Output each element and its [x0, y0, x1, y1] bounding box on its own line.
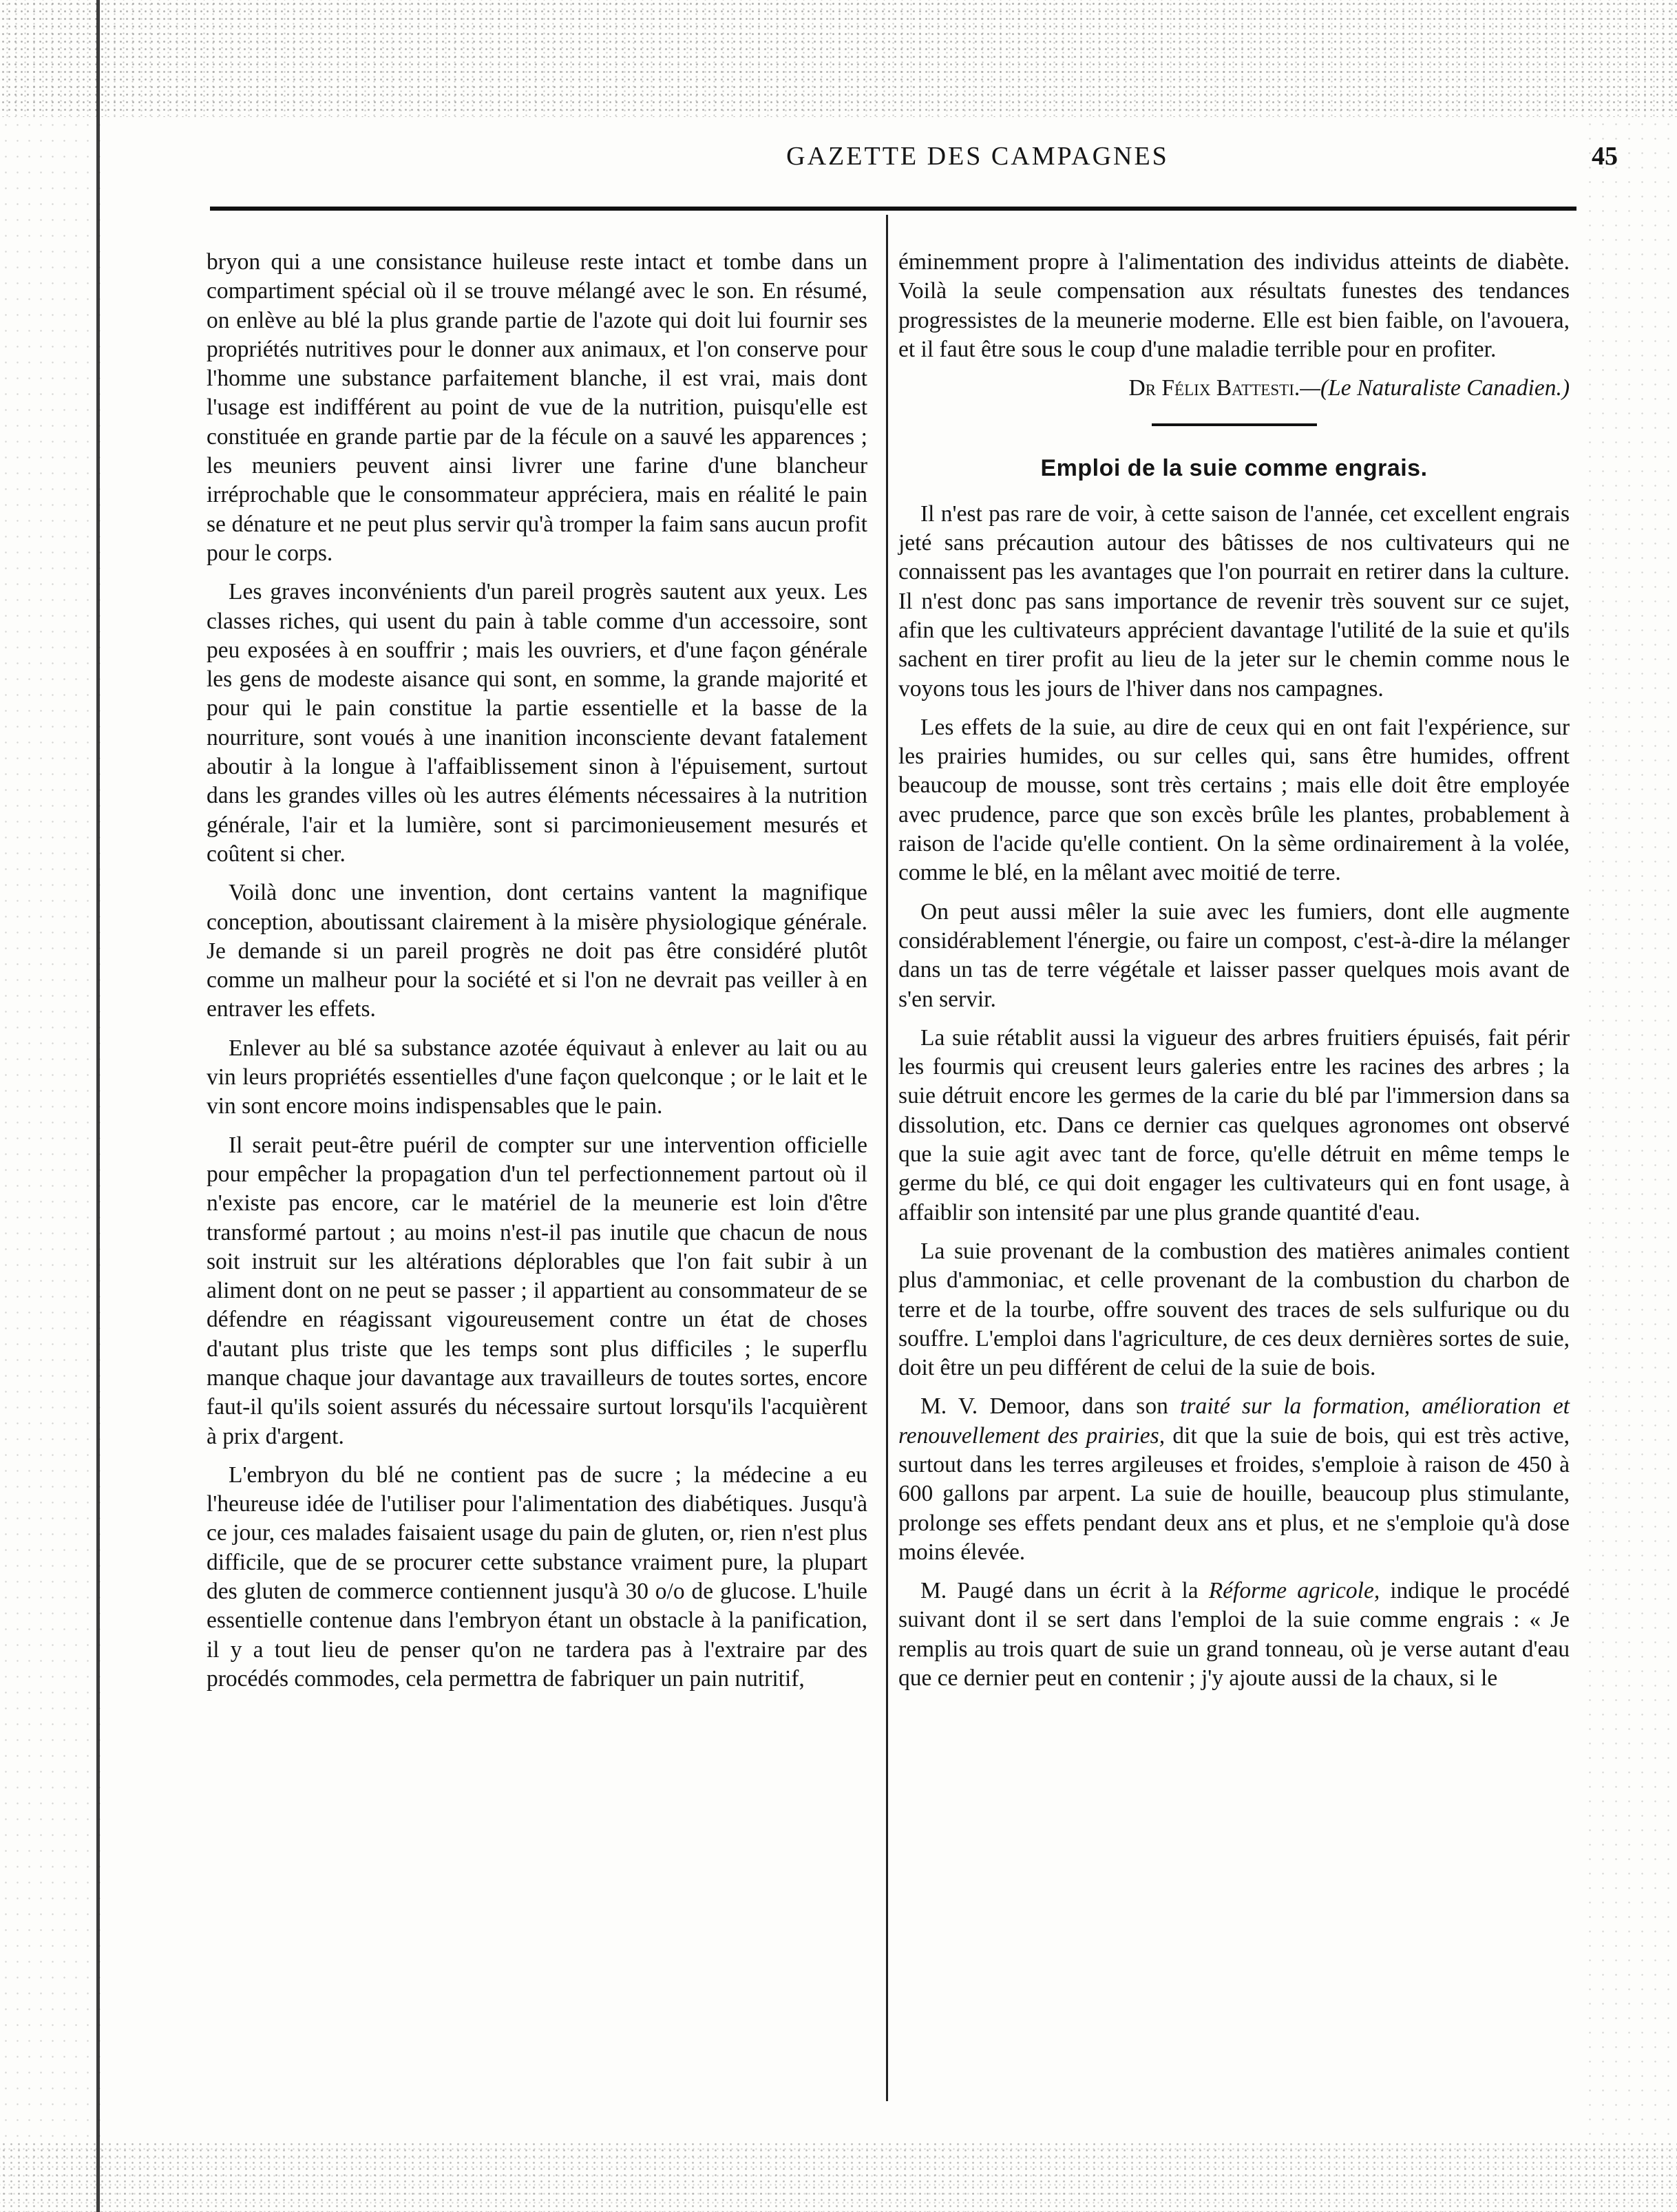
scan-noise-top — [0, 0, 1677, 117]
paragraph: Les effets de la suie, au dire de ceux qui en ont fait l'expérience, sur les prairies humides, ou sur celles qui, sans être humides, offrent beaucoup de mousse, sont très certains ; mais elle doit être employée avec prudence, parce que son excès brûle les plantes, probablement à raison de l'acide qu'elle contient. On la sème ordinairement à la volée, comme le blé, en la mêlant avec moitié de terre. — [898, 714, 1570, 886]
scan-noise-left — [0, 117, 103, 2141]
section-divider — [1152, 423, 1317, 426]
right-column — [898, 248, 1570, 1703]
paragraph: La suie provenant de la combustion des matières animales contient plus d'ammoniac, et celle provenant de la combustion du charbon de terre et de la tourbe, offre souvent des traces de sels sulfurique ou du souffre. L'emploi dans l'agriculture, de ces deux dernières sortes de suie, doit être un peu différent de celui de la suie de bois. — [898, 1238, 1570, 1381]
paragraph: bryon qui a une consistance huileuse reste intact et tombe dans un compartiment spécial où il se trouve mélangé avec le son. En résumé, on enlève au blé la plus grande partie de l'azote qui doit lui fournir ses propriétés nutritives pour le donner aux animaux, et l'on conserve pour l'homme une substance parfaitement blanche, il est vrai, mais dont l'usage est indifférent au point de vue de la nutrition, puisqu'elle est constituée en grande partie par de la fécule on a sauvé les apparences ; les meuniers peuvent ainsi livrer une farine d'une blancheur irréprochable que le consommateur appréciera, mais en réalité le pain se dénature et ne peut plus servir qu'à tromper la faim sans aucun profit pour le corps. — [207, 249, 867, 566]
paragraph: Voilà donc une invention, dont certains vantent la magnifique conception, aboutissant clairement à la misère physiologique générale. Je demande si un pareil progrès ne doit pas être considéré plutôt comme un malheur pour la société et si l'on ne devrait pas veiller à en entraver les effets. — [207, 880, 867, 1022]
section-title: Emploi de la suie comme engrais. — [1040, 455, 1428, 482]
column-divider — [886, 215, 888, 2101]
left-column — [207, 248, 867, 1703]
article-signature — [898, 374, 1570, 403]
page-header — [207, 141, 1618, 189]
paragraph — [898, 1392, 1570, 1567]
text-run: M. Paugé dans un écrit à la — [920, 1578, 1209, 1604]
scan-noise-right — [1583, 117, 1677, 2141]
paragraph: éminemment propre à l'alimentation des individus atteints de diabète. Voilà la seule compensation aux résultats funestes des tendances progressistes de la meunerie moderne. Elle est bien faible, on l'avouera, et il faut être sous le coup d'une maladie terrible pour en profiter. — [898, 249, 1570, 362]
paragraph: L'embryon du blé ne contient pas de sucre ; la médecine a eu l'heureuse idée de l'utiliser pour l'alimentation des diabétiques. Jusqu'à ce jour, ces malades faisaient usage du pain de gluten, or, rien n'est plus difficile, que de se procurer cette substance vraiment pure, la plupart des gluten de commerce contiennent jusqu'à 30 o/o de glucose. L'huile essentielle contenue dans l'embryon étant un obstacle à la panification, il y a tout lieu de penser qu'on ne tardera pas à l'extraire par des procédés commodes, cela permettra de fabriquer un pain nutritif, — [207, 1462, 867, 1692]
scan-noise-bottom — [0, 2141, 1677, 2212]
italic-title: traité sur la formation, amélioration et renouvellement des prairies, — [898, 1393, 1570, 1449]
paragraph — [898, 1577, 1570, 1693]
source-citation: —(Le Naturaliste Canadien.) — [1300, 375, 1570, 401]
author-name: Dr Félix Battesti. — [1128, 375, 1300, 401]
text-run: dit que la suie de bois, qui est très active, surtout dans les terres argileuses et froides, s'emploie à raison de 450 à 600 gallons par arpent. La suie de houille, beaucoup plus stimulante, prolonge ses effets pendant deux ans et plus, et ne s'emploie qu'à dose moins élevée. — [898, 1422, 1570, 1565]
paragraph: Il n'est pas rare de voir, à cette saison de l'année, cet excellent engrais jeté sans précaution autour des bâtisses de nos cultivateurs qui ne connaissent pas les avantages que l'on pourrait en retirer dans la culture. Il n'est donc pas sans importance de revenir très souvent sur ce sujet, afin que les cultivateurs apprécient davantage l'utilité de la suie et qu'ils sachent en tirer profit au lieu de la jeter sur le chemin comme nous le voyons tous les jours de l'hiver dans nos campagnes. — [898, 501, 1570, 702]
paragraph: La suie rétablit aussi la vigueur des arbres fruitiers épuisés, fait périr les fourmis qui creusent leurs galeries entre les racines des arbres ; la suie détruit encore les germes de la carie du blé par l'immersion dans sa dissolution, etc. Dans ce dernier cas quelques agronomes ont observé que la suie agit avec tant de force, qu'elle détruit en même temps le germe du blé, ce qui doit engager les cultivateurs qui en font usage, à affaiblir son intensité par une plus grande quantité d'eau. — [898, 1024, 1570, 1225]
italic-title: Réforme agricole, — [1208, 1578, 1380, 1604]
paragraph: On peut aussi mêler la suie avec les fumiers, dont elle augmente considérablement l'énergie, ou faire un compost, c'est-à-dire la mélanger dans un tas de terre végétale et laisser passer quelques mois avant de s'en servir. — [898, 898, 1570, 1012]
paragraph: Les graves inconvénients d'un pareil progrès sautent aux yeux. Les classes riches, qui usent du pain à table comme d'un accessoire, sont peu exposées à en souffrir ; mais les ouvriers, et d'une façon générale les gens de modeste aisance qui sont, en somme, la grande majorité et pour qui le pain constitue la partie essentielle et la basse de la nourriture, sont voués à une inanition inconsciente devant fatalement aboutir à la longue à l'affaiblissement sinon à l'épuisement, surtout dans les grandes villes où les autres éléments nécessaires à la nutrition générale, l'air et la lumière, sont si parcimonieusement mesurés et coûtent si cher. — [207, 579, 867, 867]
header-rule — [210, 207, 1576, 211]
text-run: indique le procédé suivant dont il se sert dans l'emploi de la suie comme engrais : « Je remplis au trois quart de suie un grand tonneau, où je verse autant d'eau que ce dernier peut en contenir ; j'y ajoute aussi de la chaux, si le — [898, 1578, 1570, 1692]
running-title: GAZETTE DES CAMPAGNES — [786, 142, 1169, 171]
paragraph: Il serait peut-être puéril de compter sur une intervention officielle pour empêcher la propagation d'un tel perfectionnement partout où il n'existe pas encore, car le matériel de la meunerie est loin d'être transformé partout ; au moins n'est-il pas inutile que chacun de nous soit instruit sur les altérations déplorables que l'on fait subir à un aliment dont on ne peut se passer ; il appartient au consommateur de se défendre en réagissant vigoureusement contre un état de choses d'autant plus triste que les temps sont plus difficiles ; le superflu manque chaque jour davantage aux travailleurs de toutes sortes, encore faut-il qu'ils soient assurés du nécessaire surtout lorsqu'ils l'acquièrent à prix d'argent. — [207, 1132, 867, 1449]
page-number: 45 — [1592, 142, 1618, 171]
text-run: M. V. Demoor, dans son — [920, 1393, 1181, 1420]
paragraph: Enlever au blé sa substance azotée équivaut à enlever au lait ou au vin leurs propriétés essentielles d'une façon quelconque ; or le lait et le vin sont encore moins indispensables que le pain. — [207, 1035, 867, 1119]
binding-edge-line — [96, 0, 100, 2212]
